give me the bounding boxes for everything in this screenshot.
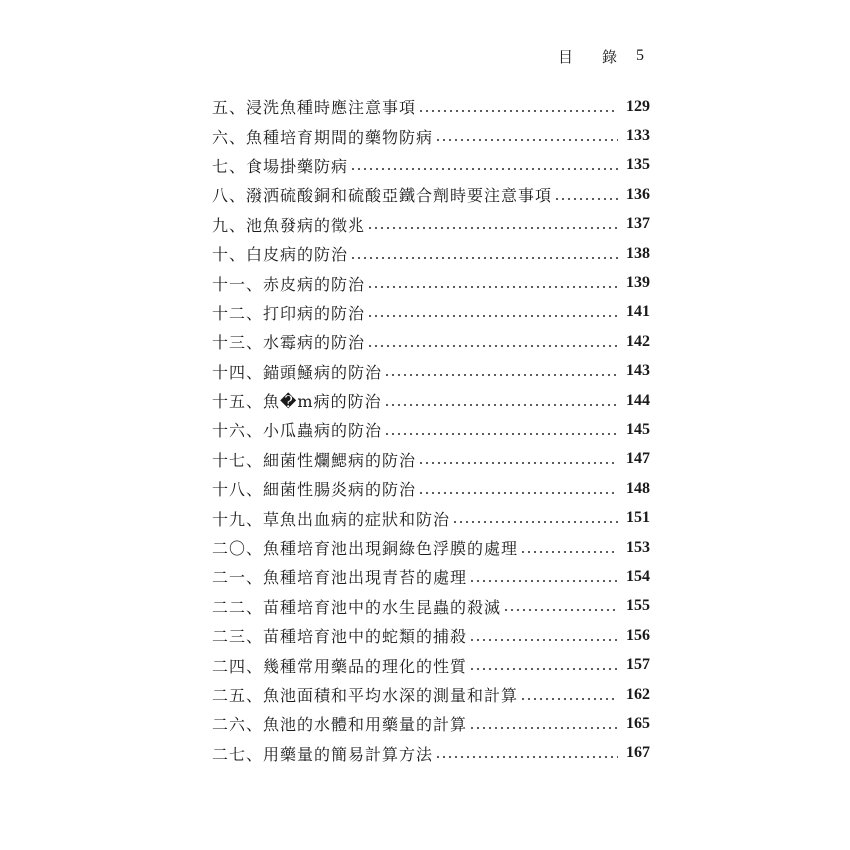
toc-entry-title: 赤皮病的防治 — [263, 274, 366, 294]
dot-leader — [503, 609, 618, 611]
dot-leader — [350, 168, 618, 170]
dot-leader — [367, 345, 618, 347]
toc-entry-title: 細菌性爛鰓病的防治 — [263, 450, 417, 470]
toc-entry-title: 魚池面積和平均水深的測量和計算 — [263, 686, 519, 705]
toc-entry-page: 148 — [626, 479, 650, 497]
toc-entry — [212, 180, 650, 209]
toc-entry-number: 二六、 — [212, 715, 264, 735]
toc-entry-title: 小瓜蟲病的防治 — [263, 421, 383, 441]
toc-entry-page: 143 — [626, 362, 650, 380]
toc-entry-title: 魚種培育期間的藥物防病 — [246, 127, 434, 147]
toc-entry-page: 153 — [626, 538, 650, 556]
toc-entry-number: 八、 — [212, 186, 247, 206]
toc-entry — [212, 533, 650, 562]
toc-entry — [212, 92, 650, 121]
toc-entry-title: 白皮病的防治 — [246, 245, 349, 265]
toc-entry-page: 142 — [626, 332, 650, 350]
toc-entry-number: 十六、 — [212, 421, 264, 441]
toc-entry-number: 二二、 — [212, 597, 264, 617]
toc-entry-page: 133 — [626, 127, 650, 145]
toc-entry-title: 苗種培育池中的蛇類的捕殺 — [263, 627, 468, 647]
dot-leader — [384, 374, 618, 376]
toc-entry-page: 141 — [626, 303, 650, 321]
toc-entry-title: 草魚出血病的症狀和防治 — [263, 509, 451, 529]
toc-entry-title: 細菌性腸炎病的防治 — [263, 480, 417, 500]
toc-entry-title: 用藥量的簡易計算方法 — [263, 744, 434, 764]
toc-entry-title: 打印病的防治 — [263, 303, 366, 323]
toc-entry — [212, 415, 650, 444]
toc-entry-title: 苗種培育池中的水生昆蟲的殺滅 — [263, 597, 502, 617]
header-title-char-2: 錄 — [602, 47, 618, 66]
toc-entry-page: 165 — [626, 714, 650, 732]
toc-entry-page: 157 — [626, 656, 650, 674]
page-header — [558, 44, 650, 68]
dot-leader — [435, 139, 618, 141]
toc-entry-title: 幾種常用藥品的理化的性質 — [263, 656, 468, 676]
toc-entry-title: 魚�m病的防治 — [263, 392, 382, 412]
dot-leader — [520, 698, 618, 700]
toc-entry — [212, 298, 650, 327]
toc-entry — [212, 503, 650, 532]
toc-entry — [212, 239, 650, 268]
toc-entry-page: 156 — [626, 626, 650, 644]
toc-entry-number: 二七、 — [212, 744, 264, 764]
toc-entry-page: 139 — [626, 274, 650, 292]
toc-entry — [212, 386, 650, 415]
dot-leader — [435, 756, 618, 758]
toc-entry-number: 二〇、 — [212, 539, 264, 559]
toc-entry-page: 151 — [626, 509, 650, 527]
toc-entry-title: 魚池的水體和用藥量的計算 — [263, 715, 468, 735]
toc-entry — [212, 210, 650, 239]
dot-leader — [418, 492, 618, 494]
dot-leader — [350, 257, 618, 259]
toc-entry-page: 147 — [626, 450, 650, 468]
dot-leader — [367, 315, 618, 317]
dot-leader — [554, 198, 618, 200]
toc-entry-number: 十八、 — [212, 480, 264, 500]
toc-entry-number: 十四、 — [212, 362, 264, 382]
toc-entry-page: 135 — [626, 156, 650, 174]
dot-leader — [367, 286, 618, 288]
toc-entry-page: 162 — [626, 685, 650, 703]
toc-entry-title: 錨頭鰠病的防治 — [263, 362, 383, 382]
toc-entry-number: 六、 — [212, 127, 247, 147]
toc-entry-page: 154 — [626, 567, 650, 585]
toc-entry-number: 二一、 — [212, 568, 264, 588]
dot-leader — [384, 404, 618, 406]
toc-entry-number: 五、 — [212, 98, 247, 118]
toc-entry — [212, 474, 650, 503]
toc-entry-number: 七、 — [212, 156, 247, 176]
toc-entry-page: 155 — [626, 597, 650, 615]
dot-leader — [367, 227, 618, 229]
dot-leader — [418, 462, 618, 464]
toc-entry — [212, 268, 650, 297]
toc-entry — [212, 445, 650, 474]
toc-entry-page: 138 — [626, 244, 650, 262]
toc-entry-title: 池魚發病的徵兆 — [246, 215, 366, 235]
toc-entry-number: 十二、 — [212, 303, 264, 323]
toc-entry-title: 潑洒硫酸銅和硫酸亞鐵合劑時要注意事項 — [246, 186, 553, 206]
toc-entry-title: 水霉病的防治 — [263, 333, 366, 353]
toc-entry-number: 十七、 — [212, 450, 264, 470]
toc-entry — [212, 327, 650, 356]
dot-leader — [520, 551, 618, 553]
dot-leader — [452, 521, 618, 523]
dot-leader — [469, 639, 618, 641]
header-title-char-1: 目 — [558, 47, 574, 66]
toc-entry-number: 二四、 — [212, 656, 264, 676]
dot-leader — [384, 433, 618, 435]
toc-entry-page: 129 — [626, 97, 650, 115]
toc-entry — [212, 709, 650, 738]
toc-entry — [212, 592, 650, 621]
toc-entry — [212, 121, 650, 150]
toc-entry — [212, 680, 650, 709]
toc-entry-title: 魚種培育池出現青苔的處理 — [263, 568, 468, 588]
toc-entry-page: 144 — [626, 391, 650, 409]
toc-entry — [212, 621, 650, 650]
dot-leader — [418, 110, 618, 112]
toc-entry-page: 137 — [626, 215, 650, 233]
toc-entry-title: 食場掛藥防病 — [246, 156, 349, 176]
toc-entry-number: 九、 — [212, 215, 247, 235]
toc-entry-number: 二三、 — [212, 627, 264, 647]
toc-entry-page: 145 — [626, 420, 650, 438]
toc-entry — [212, 650, 650, 679]
toc-entry-page: 167 — [626, 744, 650, 762]
dot-leader — [469, 727, 618, 729]
toc-entry-number: 十、 — [212, 245, 247, 265]
toc-entry-number: 十三、 — [212, 333, 264, 353]
toc-entry-number: 十一、 — [212, 274, 264, 294]
table-of-contents — [212, 92, 650, 768]
toc-entry-title: 浸洗魚種時應注意事項 — [246, 98, 417, 118]
toc-entry-number: 十五、 — [212, 392, 264, 412]
toc-entry-number: 二五、 — [212, 686, 264, 705]
page-number: 5 — [636, 47, 644, 64]
toc-entry-title: 魚種培育池出現銅綠色浮膜的處理 — [263, 539, 519, 559]
toc-entry-page: 136 — [626, 185, 650, 203]
toc-entry — [212, 739, 650, 768]
toc-entry — [212, 562, 650, 591]
dot-leader — [469, 580, 618, 582]
toc-entry — [212, 151, 650, 180]
dot-leader — [469, 668, 618, 670]
toc-entry — [212, 357, 650, 386]
toc-entry-number: 十九、 — [212, 509, 264, 529]
